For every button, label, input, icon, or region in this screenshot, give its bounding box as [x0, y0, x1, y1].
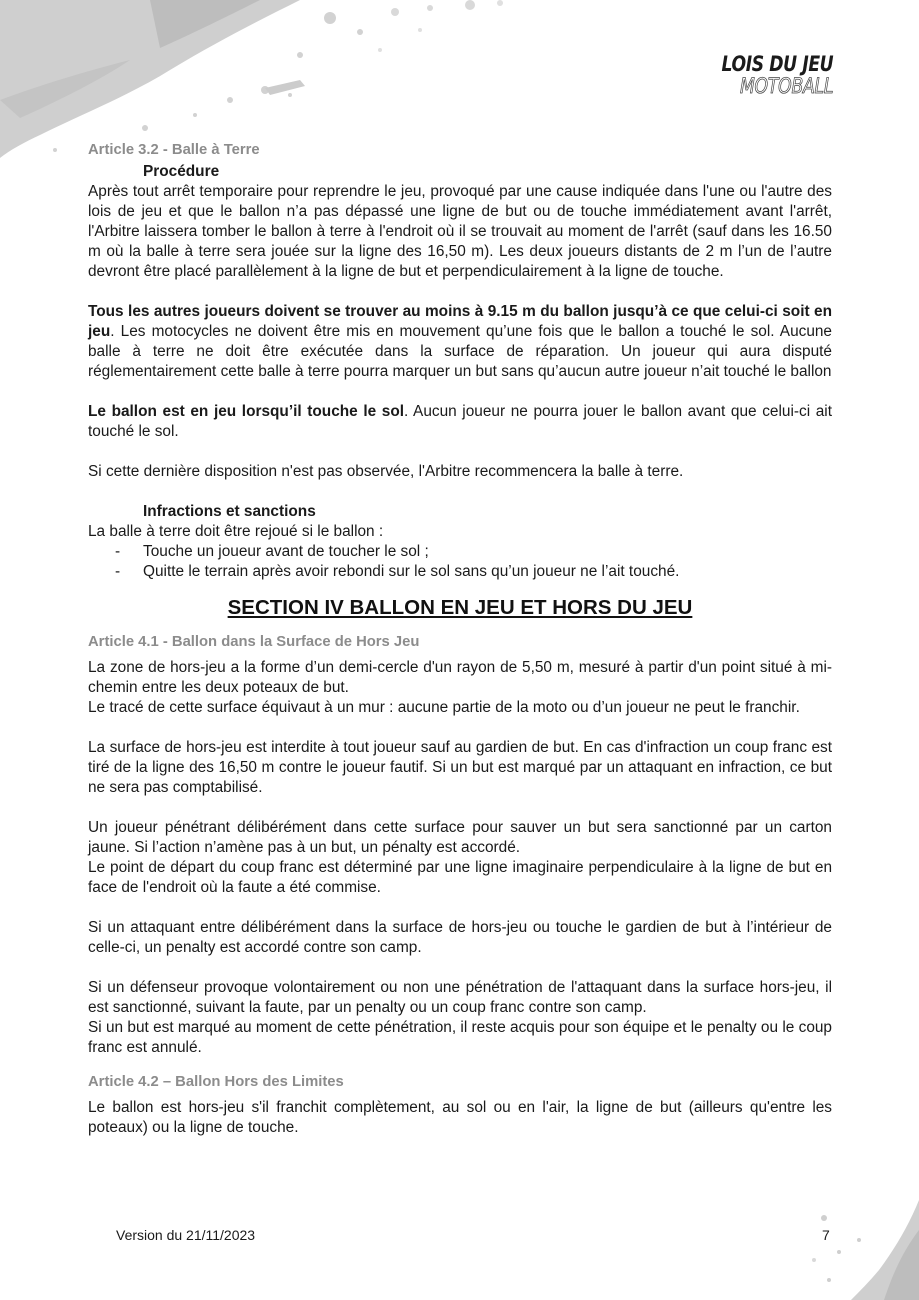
infractions-heading: Infractions et sanctions: [143, 503, 316, 520]
dash-bullet: -: [115, 563, 121, 580]
list-item-text: Touche un joueur avant de toucher le sol ;: [143, 543, 429, 560]
list-item-text: Quitte le terrain après avoir rebondi sur le sol sans qu’un joueur ne l’ait touché.: [143, 563, 680, 580]
article-3-2-paragraph-2-bold: Tous les autres joueurs doivent se trouver au moins à 9.15 m du ballon jusqu’à ce que celui-ci soit en jeu: [88, 303, 832, 340]
article-4-1-paragraph-5b: Si un but est marqué au moment de cette pénétration, il reste acquis pour son équipe et le penalty ou le coup franc est annulé.: [88, 1019, 832, 1056]
lois-du-jeu-motoball-logo: [697, 54, 833, 97]
list-item: [88, 562, 832, 582]
infractions-list: [88, 542, 832, 582]
page-number: 7: [822, 1227, 830, 1243]
article-4-1-paragraph-5a: Si un défenseur provoque volontairement ou non une pénétration de l'attaquant dans la surface hors-jeu, il est sanctionné, suivant la faute, par un penalty ou un coup franc contre son camp.: [88, 979, 832, 1016]
procedure-heading: Procédure: [143, 163, 220, 180]
article-3-2-paragraph-4: Si cette dernière disposition n'est pas observée, l'Arbitre recommencera la balle à terre.: [88, 463, 684, 480]
document-body: [88, 140, 832, 1138]
article-3-2-paragraph-3-bold: Le ballon est en jeu lorsqu’il touche le sol: [88, 403, 405, 420]
article-4-1-title: Article 4.1 - Ballon dans la Surface de Hors Jeu: [88, 634, 420, 650]
article-4-1-paragraph-1b: Le tracé de cette surface équivaut à un mur : aucune partie de la moto ou d’un joueur ne peut le franchir.: [88, 699, 800, 716]
footer-version: Version du 21/11/2023: [116, 1227, 256, 1243]
list-item: [88, 542, 832, 562]
article-4-1-paragraph-3a: Un joueur pénétrant délibérément dans cette surface pour sauver un but sera sanctionné par un carton jaune. Si l’action n’amène pas à un but, un pénalty est accordé.: [88, 819, 832, 856]
article-4-1-paragraph-3b: Le point de départ du coup franc est déterminé par une ligne imaginaire perpendiculaire à la ligne de but en face de l'endroit où la faute a été commise.: [88, 859, 832, 896]
article-3-2-paragraph-2: [88, 302, 832, 382]
article-4-2-paragraph-1: Le ballon est hors-jeu s'il franchit complètement, au sol ou en l'air, la ligne de but (ailleurs qu'entre les poteaux) ou la ligne de touche.: [88, 1099, 832, 1136]
logo-subtitle: MOTOBALL: [739, 74, 833, 98]
article-3-2-title: Article 3.2 - Balle à Terre: [88, 142, 260, 158]
bottom-right-splatter-graphic: [799, 1190, 919, 1300]
article-4-2-title: Article 4.2 – Ballon Hors des Limites: [88, 1074, 344, 1090]
article-3-2-paragraph-2-rest: . Les motocycles ne doivent être mis en mouvement qu’une fois que le ballon a touché le sol. Aucune balle à terre ne doit être exécutée dans la surface de réparation. Un joueur qui aura disputé réglementairement cette balle à terre pourra marquer un but sans qu’aucun autre joueur n’ait touché le ballon: [88, 323, 832, 380]
article-3-2-paragraph-3: [88, 402, 832, 442]
article-4-1-paragraph-2: La surface de hors-jeu est interdite à tout joueur sauf au gardien de but. En cas d'infraction un coup franc est tiré de la ligne des 16,50 m contre le joueur fautif. Si un but est marqué par un attaquant en infraction, ce but ne sera pas comptabilisé.: [88, 739, 832, 796]
article-3-2-paragraph-3-rest: . Aucun joueur ne pourra jouer le ballon avant que celui-ci ait touché le sol.: [88, 403, 832, 440]
infractions-intro: La balle à terre doit être rejoué si le ballon :: [88, 523, 384, 540]
logo-title: LOIS DU JEU: [721, 52, 833, 76]
article-3-2-paragraph-1: Après tout arrêt temporaire pour reprendre le jeu, provoqué par une cause indiquée dans l'une ou l'autre des lois de jeu et que le ballon n’a pas dépassé une ligne de but ou de touche immédiatement avant l'arrêt, l'Arbitre laissera tomber le ballon à terre à l'endroit où il se trouvait au moment de l'arrêt (sauf dans les 16.50 m où la balle à terre sera jouée sur la ligne des 16,50 m). Les deux joueurs distants de 2 m l’un de l’autre devront être placé parallèlement à la ligne de but et perpendiculairement à la ligne de touche.: [88, 183, 832, 280]
dash-bullet: -: [115, 543, 121, 560]
article-4-1-paragraph-1a: La zone de hors-jeu a la forme d’un demi-cercle d'un rayon de 5,50 m, mesuré à partir d'un point situé à mi-chemin entre les deux poteaux de but.: [88, 659, 832, 696]
section-iv-title: SECTION IV BALLON EN JEU ET HORS DU JEU: [227, 596, 693, 619]
article-4-1-paragraph-4: Si un attaquant entre délibérément dans la surface de hors-jeu ou touche le gardien de but à l’intérieur de celle-ci, un penalty est accordé contre son camp.: [88, 919, 832, 956]
